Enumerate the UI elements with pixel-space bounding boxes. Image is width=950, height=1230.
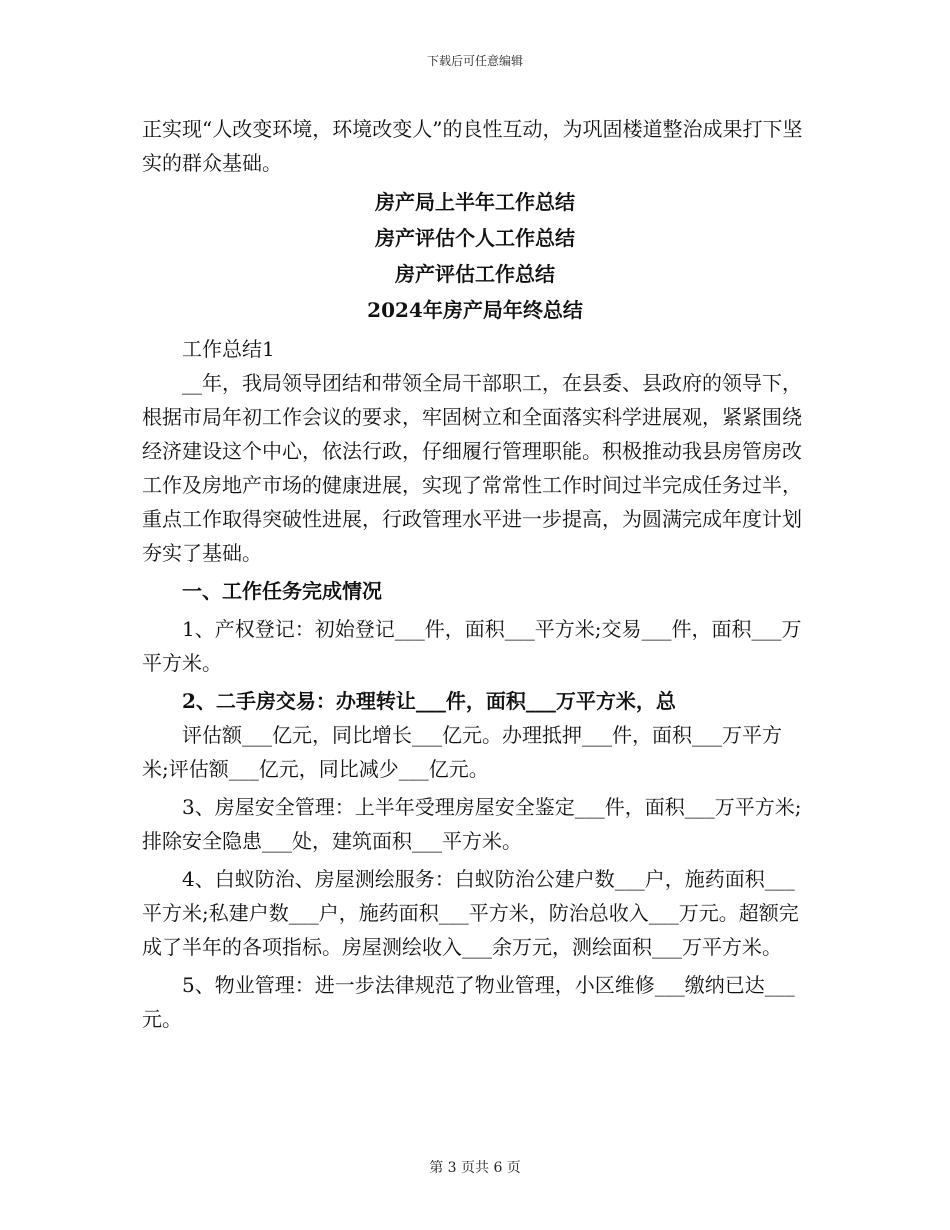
item-termite-surveying: 4、白蚁防治、房屋测绘服务：白蚁防治公建户数___户，施药面积___平方米;私建户数___户，施药面积___平方米，防治总收入___万元。超额完成了半年的各项指标。房屋测绘收入___余万元，测绘面积___万平方米。 — [142, 867, 799, 959]
title-1: 房产局上半年工作总结 — [375, 190, 575, 214]
page-footer: 第 3 页共 6 页 — [429, 1160, 521, 1176]
title-2: 房产评估个人工作总结 — [375, 226, 575, 250]
heading-work-tasks: 一、工作任务完成情况 — [182, 579, 382, 603]
title-4: 2024年房产局年终总结 — [367, 298, 583, 322]
item-second-hand-housing-heading: 2、二手房交易：办理转让___件，面积___万平方米，总 — [182, 689, 676, 713]
item-property-registration: 1、产权登记：初始登记___件，面积___平方米;交易___件，面积___万平方米。 — [142, 617, 802, 675]
body-paragraph-1: __年，我局领导团结和带领全局干部职工，在县委、县政府的领导下，根据市局年初工作会议的要求，牢固树立和全面落实科学进展观，紧紧围绕经济建设这个中心，依法行政，仔细履行管理职能。积极推动我县房管房改工作及房地产市场的健康进展，实现了常常性工作时间过半完成任务过半，重点工作取得突破性进展，行政管理水平进一步提高，为圆满完成年度计划夯实了基础。 — [142, 371, 802, 565]
item-second-hand-housing-detail: 评估额___亿元，同比增长___亿元。办理抵押___件，面积___万平方米;评估额___亿元，同比减少___亿元。 — [142, 723, 782, 781]
item-property-management: 5、物业管理：进一步法律规范了物业管理，小区维修___缴纳已达___元。 — [142, 973, 795, 1031]
title-3: 房产评估工作总结 — [395, 262, 555, 286]
document-body — [142, 112, 808, 1036]
page-header: 下载后可任意编辑 — [426, 54, 523, 68]
section-label: 工作总结1 — [182, 337, 275, 361]
title-list — [142, 184, 808, 328]
item-housing-safety: 3、房屋安全管理：上半年受理房屋安全鉴定___件，面积___万平方米;排除安全隐患___处，建筑面积___平方米。 — [142, 795, 802, 853]
intro-paragraph: 正实现“人改变环境，环境改变人”的良性互动，为巩固楼道整治成果打下坚实的群众基础。 — [142, 117, 803, 175]
